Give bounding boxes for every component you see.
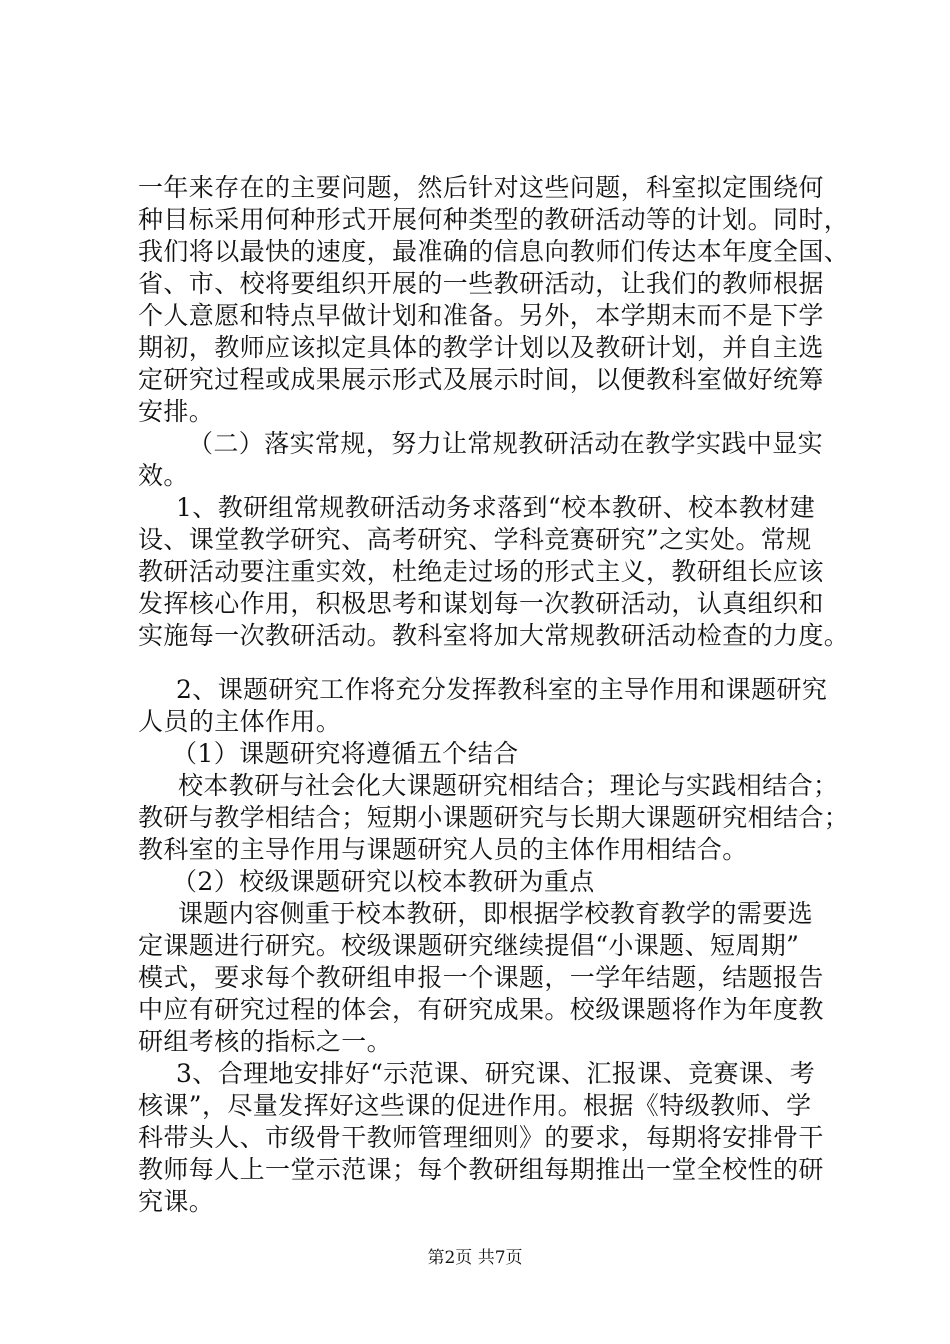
document-body bbox=[138, 172, 854, 1218]
text-line: 教研与教学相结合；短期小课题研究与长期大课题研究相结合； bbox=[138, 803, 850, 832]
text-line: 科带头人、市级骨干教师管理细则》的要求，每期将安排骨干 bbox=[138, 1123, 824, 1152]
subsection-heading: （1）课题研究将遵循五个结合 bbox=[172, 739, 519, 768]
text-line: 设、课堂教学研究、高考研究、学科竞赛研究”之实处。常规 bbox=[138, 525, 812, 554]
text-line: 种目标采用何种形式开展何种类型的教研活动等的计划。同时， bbox=[138, 205, 850, 234]
text-line: 1、教研组常规教研活动务求落到“校本教研、校本教材建 bbox=[176, 493, 816, 522]
text-line: 一年来存在的主要问题，然后针对这些问题，科室拟定围绕何 bbox=[138, 173, 824, 202]
text-line: 安排。 bbox=[138, 397, 215, 426]
text-line: 究课。 bbox=[138, 1187, 215, 1216]
text-line: 核课”，尽量发挥好这些课的促进作用。根据《特级教师、学 bbox=[138, 1091, 812, 1120]
text-line: 教研活动要注重实效，杜绝走过场的形式主义，教研组长应该 bbox=[138, 557, 824, 586]
text-line: 研组考核的指标之一。 bbox=[138, 1027, 393, 1056]
subsection-heading: （2）校级课题研究以校本教研为重点 bbox=[172, 867, 595, 896]
text-line: 定课题进行研究。校级课题研究继续提倡“小课题、短周期” bbox=[138, 931, 800, 960]
text-line: 教科室的主导作用与课题研究人员的主体作用相结合。 bbox=[138, 835, 748, 864]
text-line: 期初，教师应该拟定具体的教学计划以及教研计划，并自主选 bbox=[138, 333, 824, 362]
text-line: 中应有研究过程的体会，有研究成果。校级课题将作为年度教 bbox=[138, 995, 824, 1024]
text-line: 实施每一次教研活动。教科室将加大常规教研活动检查的力度。 bbox=[138, 621, 850, 650]
text-line: 校本教研与社会化大课题研究相结合；理论与实践相结合； bbox=[178, 771, 839, 800]
text-line: 定研究过程或成果展示形式及展示时间，以便教科室做好统筹 bbox=[138, 365, 824, 394]
text-line: 教师每人上一堂示范课；每个教研组每期推出一堂全校性的研 bbox=[138, 1155, 824, 1184]
text-line: 省、市、校将要组织开展的一些教研活动，让我们的教师根据 bbox=[138, 269, 824, 298]
text-line: 3、合理地安排好“示范课、研究课、汇报课、竞赛课、考 bbox=[176, 1059, 816, 1088]
text-line: 2、课题研究工作将充分发挥教科室的主导作用和课题研究 bbox=[176, 675, 828, 704]
text-line: 模式，要求每个教研组申报一个课题，一学年结题，结题报告 bbox=[138, 963, 824, 992]
text-line: 人员的主体作用。 bbox=[138, 707, 342, 736]
text-line: 课题内容侧重于校本教研，即根据学校教育教学的需要选 bbox=[178, 899, 814, 928]
text-line: 我们将以最快的速度，最准确的信息向教师们传达本年度全国、 bbox=[138, 237, 850, 266]
section-heading: （二）落实常规，努力让常规教研活动在教学实践中显实 bbox=[188, 429, 824, 458]
page-number: 第2页 共7页 bbox=[427, 1248, 523, 1268]
text-line: 个人意愿和特点早做计划和准备。另外，本学期末而不是下学 bbox=[138, 301, 824, 330]
text-line: 效。 bbox=[138, 461, 189, 490]
text-line: 发挥核心作用，积极思考和谋划每一次教研活动，认真组织和 bbox=[138, 589, 824, 618]
